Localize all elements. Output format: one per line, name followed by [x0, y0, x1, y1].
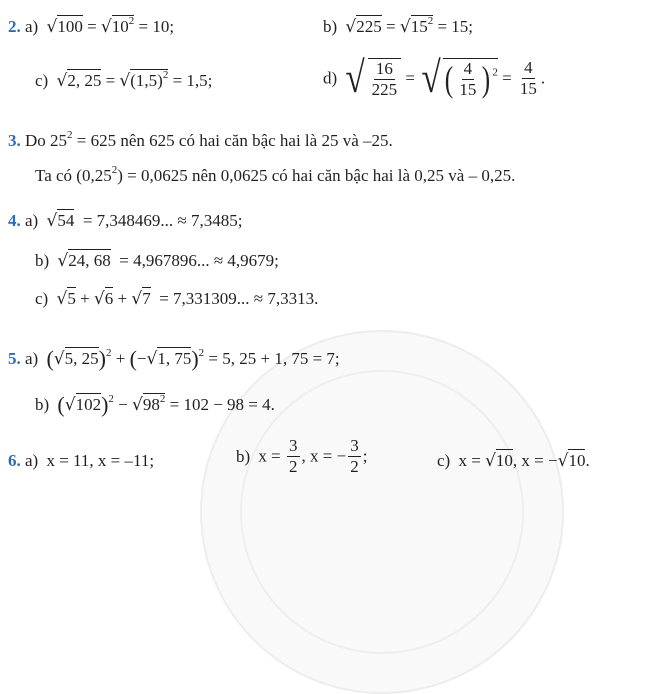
part-label: d) [323, 68, 338, 88]
math-expression: √2, $25 = √(1,5)^2 = 1,5$; [56, 69, 213, 91]
math-expression: x = 11, x = –11; [46, 451, 155, 470]
exercise-number: 2. [8, 17, 21, 36]
part-label: a) [25, 17, 39, 36]
exercise-2-part-c [35, 70, 212, 90]
exercise-6-part-c [437, 452, 590, 470]
part-label: c) [437, 451, 451, 470]
exercise-number: 4. [8, 211, 21, 230]
exercise-4-part-a [8, 212, 242, 230]
math-expression: $√100 = √10^2 = 10$; [46, 15, 175, 37]
math-expression: (√5, 25)$^2$ + (−√1, 75)$^2$ = 5, 25 + 1, 75 = 7; [46, 346, 340, 371]
exercise-text: Do $25^2 = 625$ nên 625 có hai căn bậc hai là 25 và –25. [25, 129, 393, 150]
math-expression: $(√102)^2 - √98^2 = 102 - 98 = 4$. [57, 392, 275, 417]
watermark-ring [240, 370, 524, 654]
exercise-number: 3. [8, 131, 21, 150]
math-expression: √54 = 7,348469... ≈ 7,3485; [46, 211, 243, 231]
exercise-5-part-b [35, 394, 275, 416]
part-label: a) [25, 451, 39, 470]
exercise-6-part-a [8, 452, 154, 469]
math-expression: x = √10, x = −√10. [458, 451, 590, 471]
exercise-number: 6. [8, 451, 21, 470]
part-label: b) [236, 446, 251, 466]
exercise-5-part-a [8, 348, 340, 370]
part-label: c) [35, 289, 49, 308]
exercise-6-part-b [236, 437, 367, 476]
part-label: b) [323, 17, 338, 36]
math-expression: √ $\frac{16}{225}$ = √ ( $\frac{4}{15}$ ) $^2$ = $\frac{4}{15}$ . [345, 53, 546, 102]
math-expression: √24, 68 = 4,967896... ≈ 4,9679; [57, 251, 279, 271]
part-label: b) [35, 251, 50, 270]
exercise-text: Ta có $(0,25^2) = 0,0625$ nên 0,0625 có hai căn bậc hai là 0,25 và – 0,25. [35, 164, 516, 185]
exercise-3-line-1 [8, 130, 393, 149]
part-label: c) [35, 71, 49, 90]
exercise-2-part-a [8, 16, 174, 36]
exercise-2-part-d [323, 53, 546, 102]
part-label: a) [25, 349, 39, 368]
math-expression: √5 + √6 + √7 = 7,331309... ≈ 7,3313. [56, 289, 319, 309]
exercise-3-line-2 [35, 165, 515, 184]
exercise-4-part-b [35, 252, 279, 270]
math-expression: x = $\frac{3}{2}$ , x = − $\frac{3}{2}$ ; [258, 436, 368, 476]
part-label: a) [25, 211, 39, 230]
math-expression: $√225 = √15^2 = 15$; [345, 15, 474, 37]
exercise-4-part-c [35, 290, 318, 308]
exercise-2-part-b [323, 16, 473, 36]
exercise-number: 5. [8, 349, 21, 368]
part-label: b) [35, 395, 50, 414]
